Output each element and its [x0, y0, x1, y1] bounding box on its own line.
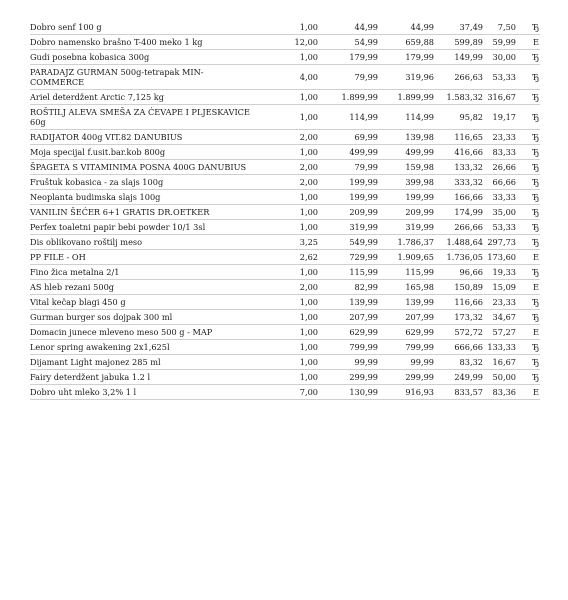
item-net-amount: 599,89: [434, 35, 483, 50]
item-name: VANILIN ŠEĆER 6+1 GRATIS DR.OETKER: [30, 205, 255, 220]
item-vat-amount: 19,33: [483, 265, 516, 280]
item-quantity: 1,00: [255, 310, 318, 325]
item-quantity: 1,00: [255, 205, 318, 220]
item-net-amount: 333,32: [434, 175, 483, 190]
item-vat-amount: 7,50: [483, 20, 516, 35]
item-net-amount: 83,32: [434, 355, 483, 370]
item-tax-label: Ђ: [516, 90, 540, 105]
item-net-amount: 37,49: [434, 20, 483, 35]
table-row: [30, 250, 540, 265]
item-vat-amount: 59,99: [483, 35, 516, 50]
item-vat-amount: 133,33: [483, 340, 516, 355]
table-row: [30, 65, 540, 90]
item-net-amount: 150,89: [434, 280, 483, 295]
item-net-amount: 96,66: [434, 265, 483, 280]
item-net-amount: 1.488,64: [434, 235, 483, 250]
item-unit-price: 79,99: [318, 65, 378, 90]
table-row: [30, 340, 540, 355]
item-net-amount: 1.736,05: [434, 250, 483, 265]
item-vat-amount: 50,00: [483, 370, 516, 385]
item-net-amount: 116,65: [434, 130, 483, 145]
item-unit-price: 130,99: [318, 385, 378, 400]
item-tax-label: Ђ: [516, 220, 540, 235]
item-quantity: 1,00: [255, 105, 318, 130]
item-unit-price: 69,99: [318, 130, 378, 145]
item-quantity: 1,00: [255, 145, 318, 160]
item-vat-amount: 19,17: [483, 105, 516, 130]
receipt-items-body: [30, 20, 540, 400]
item-unit-price: 99,99: [318, 355, 378, 370]
item-total: 399,98: [378, 175, 434, 190]
item-quantity: 4,00: [255, 65, 318, 90]
item-name: Fairy deterdžent jabuka 1.2 l: [30, 370, 255, 385]
table-row: [30, 355, 540, 370]
item-name: Dobro uht mleko 3,2% 1 l: [30, 385, 255, 400]
item-name: Moja specijal f.usit.bar.kob 800g: [30, 145, 255, 160]
item-name: Gurman burger sos dojpak 300 ml: [30, 310, 255, 325]
item-vat-amount: 15,09: [483, 280, 516, 295]
item-tax-label: Ђ: [516, 145, 540, 160]
item-total: 1.786,37: [378, 235, 434, 250]
item-unit-price: 44,99: [318, 20, 378, 35]
item-unit-price: 54,99: [318, 35, 378, 50]
item-name: Dobro senf 100 g: [30, 20, 255, 35]
item-name: Fino žica metalna 2/1: [30, 265, 255, 280]
item-quantity: 7,00: [255, 385, 318, 400]
item-quantity: 1,00: [255, 340, 318, 355]
item-quantity: 1,00: [255, 20, 318, 35]
item-name: PP FILE - OH: [30, 250, 255, 265]
table-row: [30, 35, 540, 50]
item-net-amount: 116,66: [434, 295, 483, 310]
item-name: Dis oblikovano roštilj meso: [30, 235, 255, 250]
item-total: 299,99: [378, 370, 434, 385]
item-total: 799,99: [378, 340, 434, 355]
table-row: [30, 20, 540, 35]
item-vat-amount: 173,60: [483, 250, 516, 265]
item-vat-amount: 297,73: [483, 235, 516, 250]
item-total: 1.909,65: [378, 250, 434, 265]
item-tax-label: Ђ: [516, 340, 540, 355]
table-row: [30, 105, 540, 130]
table-row: [30, 50, 540, 65]
item-net-amount: 266,66: [434, 220, 483, 235]
item-vat-amount: 16,67: [483, 355, 516, 370]
item-name: ŠPAGETA S VITAMINIMA POSNA 400G DANUBIUS: [30, 160, 255, 175]
item-vat-amount: 23,33: [483, 130, 516, 145]
item-name: Dobro namensko brašno T-400 meko 1 kg: [30, 35, 255, 50]
table-row: [30, 160, 540, 175]
table-row: [30, 295, 540, 310]
item-net-amount: 266,63: [434, 65, 483, 90]
item-vat-amount: 57,27: [483, 325, 516, 340]
item-net-amount: 95,82: [434, 105, 483, 130]
item-vat-amount: 33,33: [483, 190, 516, 205]
item-quantity: 1,00: [255, 220, 318, 235]
item-net-amount: 249,99: [434, 370, 483, 385]
item-vat-amount: 66,66: [483, 175, 516, 190]
receipt-items-table: [30, 20, 540, 400]
item-tax-label: Е: [516, 280, 540, 295]
item-quantity: 2,00: [255, 130, 318, 145]
item-tax-label: Ђ: [516, 310, 540, 325]
item-name: Neoplanta budimska slajs 100g: [30, 190, 255, 205]
item-total: 319,99: [378, 220, 434, 235]
item-vat-amount: 83,36: [483, 385, 516, 400]
item-net-amount: 173,32: [434, 310, 483, 325]
item-name: Gudi posebna kobasica 300g: [30, 50, 255, 65]
item-unit-price: 499,99: [318, 145, 378, 160]
item-tax-label: Ђ: [516, 190, 540, 205]
item-quantity: 1,00: [255, 50, 318, 65]
item-unit-price: 629,99: [318, 325, 378, 340]
item-unit-price: 799,99: [318, 340, 378, 355]
item-quantity: 2,62: [255, 250, 318, 265]
item-total: 139,99: [378, 295, 434, 310]
item-total: 179,99: [378, 50, 434, 65]
item-name: Fruštuk kobasica - za slajs 100g: [30, 175, 255, 190]
item-net-amount: 133,32: [434, 160, 483, 175]
item-name: Dijamant Light majonez 285 ml: [30, 355, 255, 370]
item-vat-amount: 53,33: [483, 220, 516, 235]
item-name: Lenor spring awakening 2x1,625l: [30, 340, 255, 355]
table-row: [30, 130, 540, 145]
item-tax-label: Ђ: [516, 50, 540, 65]
item-tax-label: Ђ: [516, 20, 540, 35]
table-row: [30, 385, 540, 400]
item-unit-price: 319,99: [318, 220, 378, 235]
item-quantity: 2,00: [255, 175, 318, 190]
item-total: 629,99: [378, 325, 434, 340]
item-net-amount: 166,66: [434, 190, 483, 205]
item-tax-label: Ђ: [516, 105, 540, 130]
item-unit-price: 199,99: [318, 175, 378, 190]
item-vat-amount: 35,00: [483, 205, 516, 220]
item-tax-label: Ђ: [516, 205, 540, 220]
item-tax-label: Е: [516, 385, 540, 400]
item-quantity: 1,00: [255, 295, 318, 310]
table-row: [30, 145, 540, 160]
item-net-amount: 833,57: [434, 385, 483, 400]
item-tax-label: Ђ: [516, 370, 540, 385]
table-row: [30, 280, 540, 295]
item-tax-label: Ђ: [516, 235, 540, 250]
item-unit-price: 114,99: [318, 105, 378, 130]
item-unit-price: 115,99: [318, 265, 378, 280]
item-unit-price: 299,99: [318, 370, 378, 385]
item-quantity: 3,25: [255, 235, 318, 250]
item-total: 659,88: [378, 35, 434, 50]
item-net-amount: 1.583,32: [434, 90, 483, 105]
item-unit-price: 209,99: [318, 205, 378, 220]
item-tax-label: Ђ: [516, 295, 540, 310]
item-vat-amount: 83,33: [483, 145, 516, 160]
item-vat-amount: 53,33: [483, 65, 516, 90]
item-total: 99,99: [378, 355, 434, 370]
item-name: Perfex toaletni papir bebi powder 10/1 3sl: [30, 220, 255, 235]
item-tax-label: Е: [516, 325, 540, 340]
item-tax-label: Ђ: [516, 265, 540, 280]
item-vat-amount: 34,67: [483, 310, 516, 325]
item-total: 1.899,99: [378, 90, 434, 105]
item-name: AS hleb rezani 500g: [30, 280, 255, 295]
item-quantity: 2,00: [255, 160, 318, 175]
item-quantity: 1,00: [255, 370, 318, 385]
item-unit-price: 179,99: [318, 50, 378, 65]
item-vat-amount: 30,00: [483, 50, 516, 65]
item-net-amount: 149,99: [434, 50, 483, 65]
item-total: 207,99: [378, 310, 434, 325]
item-net-amount: 666,66: [434, 340, 483, 355]
table-row: [30, 235, 540, 250]
item-total: 499,99: [378, 145, 434, 160]
table-row: [30, 310, 540, 325]
item-unit-price: 199,99: [318, 190, 378, 205]
item-total: 159,98: [378, 160, 434, 175]
item-tax-label: Ђ: [516, 175, 540, 190]
item-unit-price: 729,99: [318, 250, 378, 265]
item-unit-price: 79,99: [318, 160, 378, 175]
item-tax-label: Ђ: [516, 355, 540, 370]
item-quantity: 1,00: [255, 90, 318, 105]
item-net-amount: 572,72: [434, 325, 483, 340]
item-quantity: 1,00: [255, 265, 318, 280]
item-tax-label: Ђ: [516, 65, 540, 90]
item-total: 139,98: [378, 130, 434, 145]
item-total: 115,99: [378, 265, 434, 280]
item-name: Ariel deterdžent Arctic 7,125 kg: [30, 90, 255, 105]
item-name: ROŠTILJ ALEVA SMEŠA ZA ĆEVAPE I PLJESKAVICE 60g: [30, 105, 255, 130]
item-net-amount: 174,99: [434, 205, 483, 220]
item-total: 114,99: [378, 105, 434, 130]
item-name: RADIJATOR 400g VIT.82 DANUBIUS: [30, 130, 255, 145]
item-quantity: 1,00: [255, 325, 318, 340]
item-name: Domacin junece mleveno meso 500 g - MAP: [30, 325, 255, 340]
item-unit-price: 82,99: [318, 280, 378, 295]
item-name: PARADAJZ GURMAN 500g-tetrapak MIN-COMMERCE: [30, 65, 255, 90]
table-row: [30, 90, 540, 105]
item-unit-price: 207,99: [318, 310, 378, 325]
item-total: 916,93: [378, 385, 434, 400]
table-row: [30, 325, 540, 340]
table-row: [30, 175, 540, 190]
table-row: [30, 220, 540, 235]
item-total: 319,96: [378, 65, 434, 90]
item-unit-price: 549,99: [318, 235, 378, 250]
item-quantity: 1,00: [255, 355, 318, 370]
item-quantity: 1,00: [255, 190, 318, 205]
item-total: 44,99: [378, 20, 434, 35]
item-total: 199,99: [378, 190, 434, 205]
table-row: [30, 370, 540, 385]
item-total: 165,98: [378, 280, 434, 295]
item-tax-label: Е: [516, 35, 540, 50]
item-quantity: 12,00: [255, 35, 318, 50]
item-total: 209,99: [378, 205, 434, 220]
item-tax-label: Ђ: [516, 160, 540, 175]
item-tax-label: Е: [516, 250, 540, 265]
item-vat-amount: 316,67: [483, 90, 516, 105]
item-vat-amount: 26,66: [483, 160, 516, 175]
item-quantity: 2,00: [255, 280, 318, 295]
item-unit-price: 1.899,99: [318, 90, 378, 105]
table-row: [30, 190, 540, 205]
item-unit-price: 139,99: [318, 295, 378, 310]
item-vat-amount: 23,33: [483, 295, 516, 310]
table-row: [30, 205, 540, 220]
table-row: [30, 265, 540, 280]
item-net-amount: 416,66: [434, 145, 483, 160]
item-name: Vital kečap blagi 450 g: [30, 295, 255, 310]
item-tax-label: Ђ: [516, 130, 540, 145]
